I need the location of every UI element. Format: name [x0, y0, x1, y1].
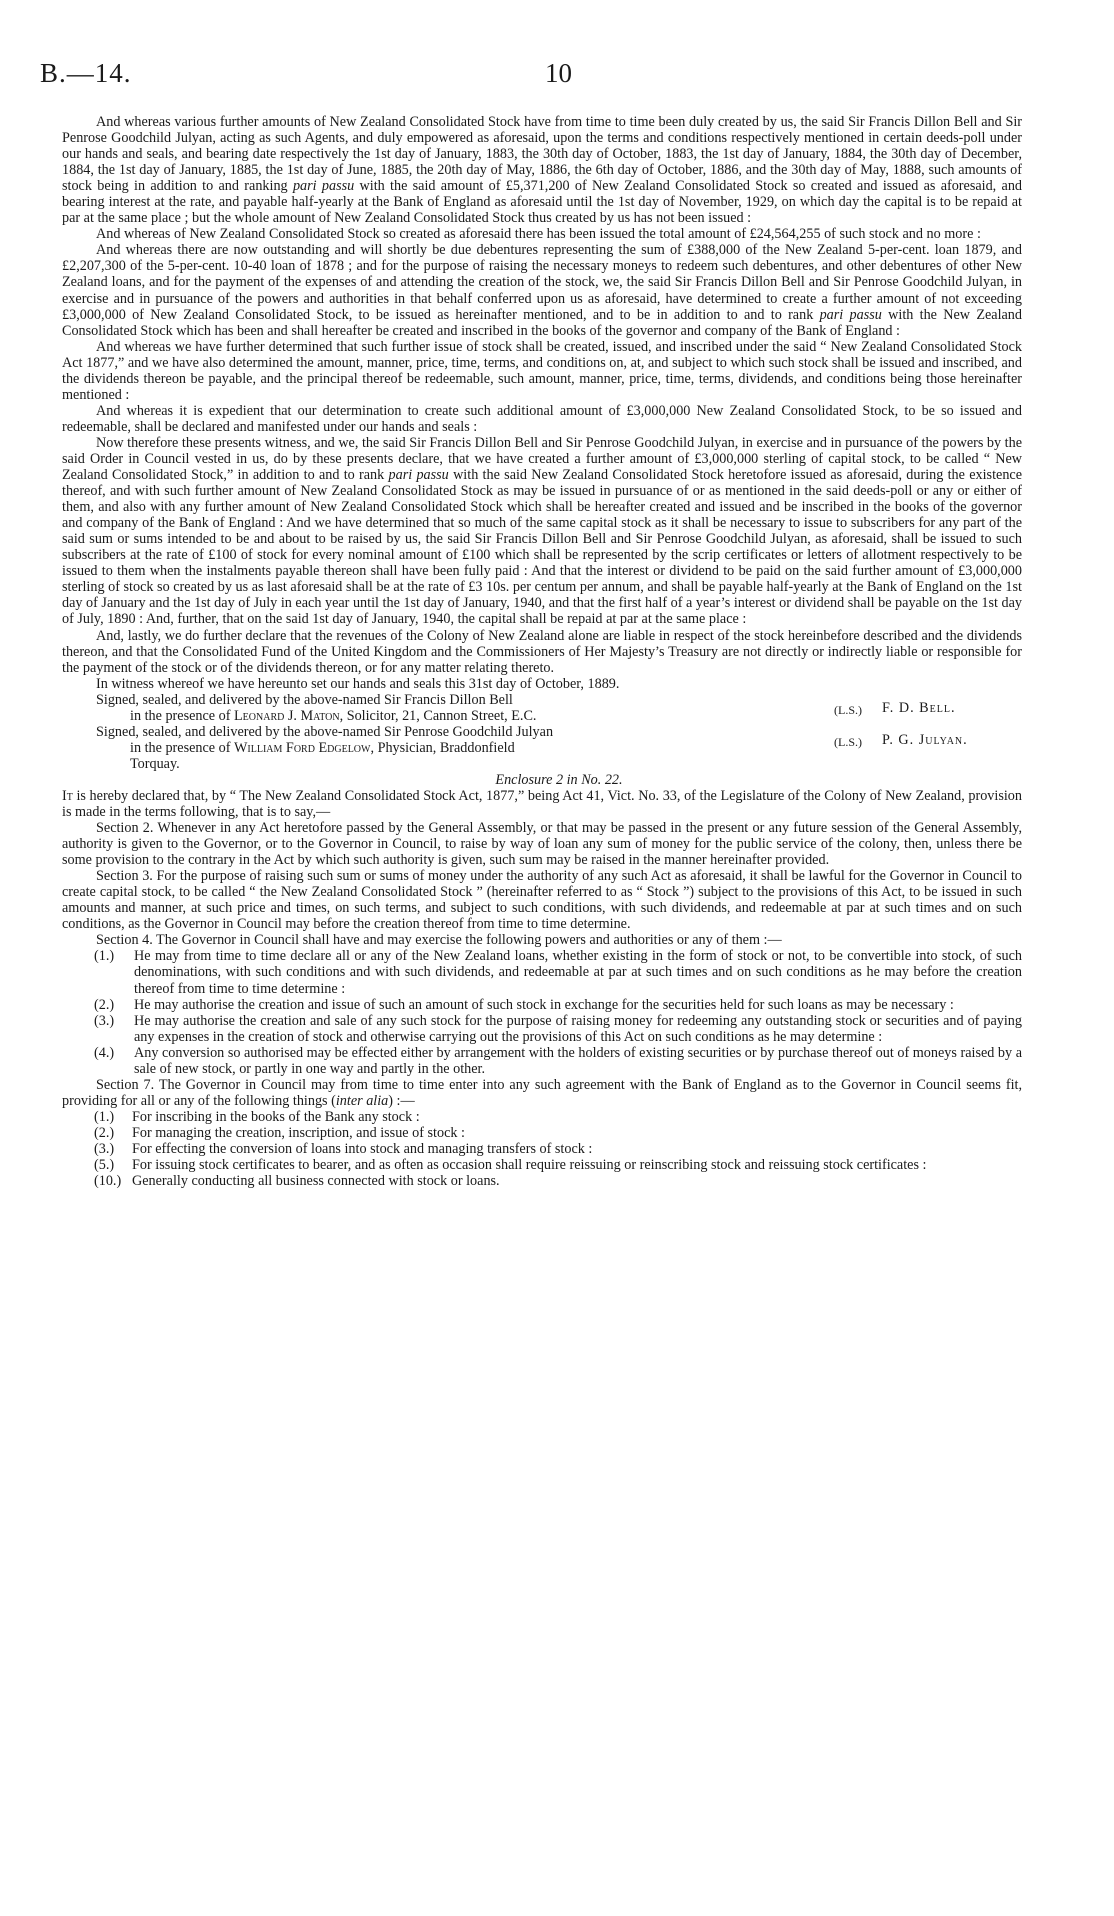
signature-block-bell: Signed, sealed, and delivered by the above-named Sir Francis Dillon Bell in the presence of Leonard J. Maton, Solicitor, 21, Cannon Street, E.C. (L.S.) F. D. Bell.: [96, 691, 956, 724]
page-header: [40, 58, 1050, 98]
section-4: Section 4. The Governor in Council shall have and may exercise the following powers and authorities or any of them :—: [96, 932, 782, 949]
document-reference: B.—14.: [40, 58, 132, 88]
page-number: 10: [545, 58, 572, 88]
section-7: Section 7. The Governor in Council may from time to time enter into any such agreement with the Bank of England as to the Governor in Council seems fit, providing for all or any of the following things (inter alia) :—: [62, 1076, 1022, 1109]
paragraph-3: And whereas there are now outstanding and will shortly be due debentures representing the sum of £388,000 of the New Zealand 5-per-cent. loan 1879, and £2,207,300 of the 5-per-cent. 10-40 loan of 1878 ; and for the purpose of raising the necessary moneys to redeem such debentures, and other debentures of other New Zealand loans, and for the payment of the expenses of and attending the creation of the stock, we, the said Sir Francis Dillon Bell and Sir Penrose Goodchild Julyan, in exercise and in pursuance of the powers and authorities in that behalf conferred upon us as aforesaid, have determined to create a further amount of not exceeding £3,000,000 of New Zealand Consolidated Stock, to be issued as hereinafter mentioned, and to be in addition to and to rank pari passu with the New Zealand Consolidated Stock which has been and shall hereafter be created and inscribed in the books of the governor and company of the Bank of England :: [62, 242, 1022, 339]
list-item: (2.) He may authorise the creation and issue of such an amount of such stock in exchange for the securities held for such loans as may be necessary :: [94, 996, 954, 1013]
paragraph-5: And whereas it is expedient that our determination to create such additional amount of £3,000,000 New Zealand Consolidated Stock, to be so issued and redeemable, shall be declared and manifested under our hands and seals :: [62, 402, 1022, 435]
paragraph-7: And, lastly, we do further declare that the revenues of the Colony of New Zealand alone are liable in respect of the stock hereinbefore described and the dividends thereon, and that the Consolidated Fund of the United Kingdom and the Commissioners of Her Majesty’s Treasury are not directly or indirectly liable or responsible for the payment of the stock or of the dividends thereon, or for any matter relating thereto.: [62, 627, 1022, 676]
list-item: (1.) He may from time to time declare all or any of the New Zealand loans, whether existing in the form of stock or not, to be convertible into stock, of such denominations, with such conditions and with such dividends, and redeemable at par at such times and on such conditions as he may before the creation thereof from time to time determine :: [94, 948, 1022, 997]
list-item: (4.) Any conversion so authorised may be effected either by arrangement with the holders of existing securities or by purchase thereof out of moneys raised by a sale of new stock, or partly in one way and partly in the other.: [94, 1044, 1022, 1077]
paragraph-witness: In witness whereof we have hereunto set our hands and seals this 31st day of October, 1889.: [96, 675, 620, 692]
list-item: (10.) Generally conducting all business connected with stock or loans.: [94, 1173, 500, 1190]
signature-block-julyan: Signed, sealed, and delivered by the above-named Sir Penrose Goodchild Julyan in the presence of William Ford Edgelow, Physician, Braddonfield Torquay. (L.S.) P. G. Julyan.: [96, 723, 968, 772]
seal-mark: (L.S.): [834, 702, 862, 717]
witness-name: William Ford Edgelow: [234, 739, 371, 756]
section-3: Section 3. For the purpose of raising such sum or sums of money under the authority of any such Act as aforesaid, it shall be lawful for the Governor in Council to create capital stock, to be called “ the New Zealand Consolidated Stock ” (hereinafter referred to as “ Stock ”) subject to the provisions of this Act, to be issued in such amounts and manner, at such price and times, on such terms, and subject to such conditions, with such dividends, and redeemable at par at such times and on such conditions, as the Governor in Council may before the creation thereof from time to time determine.: [62, 868, 1022, 933]
seal-mark: (L.S.): [834, 734, 862, 749]
paragraph-2: And whereas of New Zealand Consolidated Stock so created as aforesaid there has been issued the total amount of £24,564,255 of such stock and no more :: [96, 226, 981, 243]
section-2: Section 2. Whenever in any Act heretofore passed by the General Assembly, or that may be passed in the present or any future session of the General Assembly, authority is given to the Governor, or to the Governor in Council, to raise by way of loan any sum of money for the public service of the colony, then, unless there be some provision to the contrary in the Act by which such authority is given, such sum may be raised in the manner hereinafter provided.: [62, 820, 1022, 869]
list-item: (2.) For managing the creation, inscription, and issue of stock :: [94, 1124, 465, 1141]
enclosure-title: Enclosure 2 in No. 22.: [495, 771, 623, 788]
paragraph-1: And whereas various further amounts of New Zealand Consolidated Stock have from time to time been duly created by us, the said Sir Francis Dillon Bell and Sir Penrose Goodchild Julyan, acting as such Agents, and duly empowered as aforesaid, upon the terms and conditions respectively mentioned in certain deeds-poll under our hands and seals, and bearing date respectively the 1st day of January, 1883, the 30th day of October, 1883, the 1st day of January, 1884, the 30th day of December, 1884, the 1st day of January, 1885, the 1st day of June, 1885, the 20th day of May, 1886, the 6th day of October, 1886, and the 30th day of May, 1888, such amounts of stock being in addition to and ranking pari passu with the said amount of £5,371,200 of New Zealand Consolidated Stock so created and issued as aforesaid, and bearing interest at the rate, and payable half-yearly at the Bank of England as aforesaid until the 1st day of November, 1929, on which day the capital is to be repaid at par at the same place ; but the whole amount of New Zealand Consolidated Stock thus created by us has not been issued :: [62, 114, 1023, 227]
paragraph-4: And whereas we have further determined that such further issue of stock shall be created, issued, and inscribed under the said “ New Zealand Consolidated Stock Act 1877,” and we have also determined the amount, manner, price, time, terms, and conditions on, at, and subject to which such stock shall be issued and inscribed, and the dividends thereon be payable, and the principal thereof be redeemable, such amount, manner, price, time, terms, dividends, and conditions being those hereinafter mentioned :: [62, 338, 1022, 403]
list-item: (5.) For issuing stock certificates to bearer, and as often as occasion shall require reissuing or reinscribing stock and reissuing stock certificates :: [94, 1157, 927, 1174]
enclosure-intro: It is hereby declared that, by “ The New Zealand Consolidated Stock Act, 1877,” being Act 41, Vict. No. 33, of the Legislature of the Colony of New Zealand, provision is made in the terms following, that is to say,—: [62, 787, 1022, 821]
signatory-name: P. G. Julyan.: [882, 731, 968, 748]
list-item: (3.) He may authorise the creation and sale of any such stock for the purpose of raising money for redeeming any outstanding stock or securities and of paying any expenses in the creation of stock and otherwise carrying out the provisions of this Act on such conditions as he may determine :: [94, 1012, 1022, 1045]
paragraph-6: Now therefore these presents witness, and we, the said Sir Francis Dillon Bell and Sir Penrose Goodchild Julyan, in exercise and in pursuance of the powers by the said Order in Council vested in us, do by these presents declare, that we have created a further amount of £3,000,000 sterling of capital stock, to be called “ New Zealand Consolidated Stock,” in addition to and to rank pari passu with the said New Zealand Consolidated Stock heretofore issued as aforesaid, during the existence thereof, and with such further amount of New Zealand Consolidated Stock as may be issued in pursuance of or as mentioned in the said deeds-poll or any or either of them, and also with any further amount of New Zealand Consolidated Stock which shall be hereafter created and issued and be inscribed in the books of the governor and company of the Bank of England : And we have determined that so much of the same capital stock as it shall be necessary to issue to subscribers for any part of the said sum or sums intended to be and about to be raised by us, the said Sir Francis Dillon Bell and Sir Penrose Goodchild Julyan, as aforesaid, shall be issued to such subscribers at the rate of £100 of stock for every nominal amount of £100 which shall be represented by the scrip certificates or letters of allotment respectively to be issued to them when the instalments payable thereon shall have been fully paid : And that the interest or dividend to be paid on the said further amount of £3,000,000 sterling of stock so created by us as last aforesaid shall be at the rate of £3 10s. per centum per annum, and shall be payable half-yearly at the Bank of England on the 1st day of January and the 1st day of July in each year until the 1st day of January, 1940, and that the first half of a year’s interest or dividend shall be payable on the 1st day of July, 1890 : And, further, that on the said 1st day of January, 1940, the capital shall be repaid at par at the same place :: [62, 434, 1023, 628]
witness-name: Leonard J. Maton: [234, 707, 340, 724]
document-body: [62, 114, 1022, 1189]
list-item: (1.) For inscribing in the books of the Bank any stock :: [94, 1108, 420, 1125]
list-item: (3.) For effecting the conversion of loans into stock and managing transfers of stock :: [94, 1141, 593, 1157]
signatory-name: F. D. Bell.: [882, 699, 956, 716]
